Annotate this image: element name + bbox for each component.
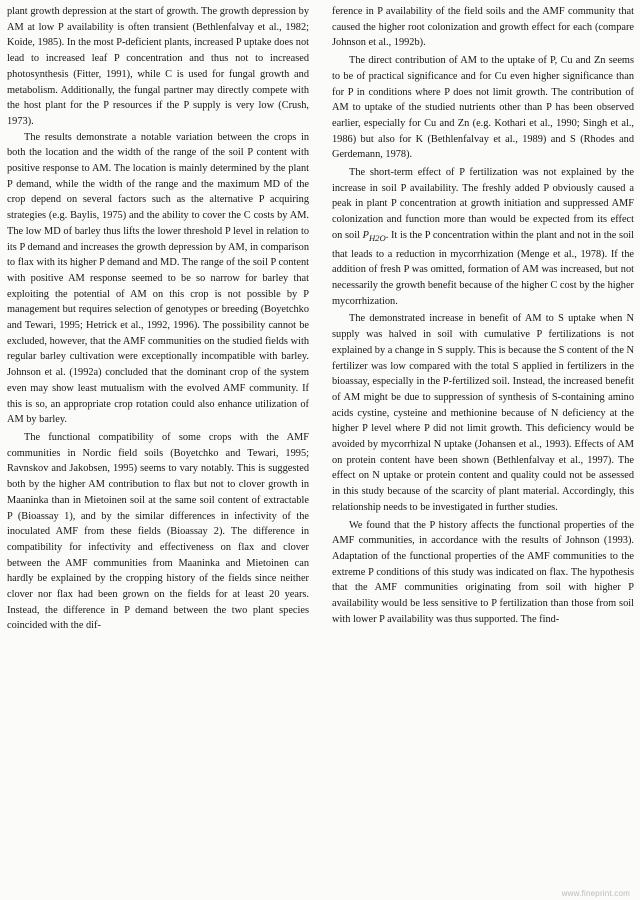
p3-text-before: The short-term effect of P fertilization was not explained by the increase in soil P availability. The freshly added P obviously caused a peak in plant P concentration at growth initiation and suppressed AMF colonization and function more than would be expected from its effect on soil [332, 167, 634, 241]
soil-p-subscript: H2O [368, 232, 386, 243]
paragraph-continuation: plant growth depression at the start of growth. The growth depression by AM at low P availability is often transient (Bethlenfalvay et al., 1982; Koide, 1985). In the most P-deficient plants, increased P uptake does not lead to increased leaf P concentration and thus not to increased photosynthesis (Fitter, 1991), while C is used for fungal growth and metabolism. Additionally, the fungal partner may directly compete with the host plant for the P resources if the P supply is very low (Crush, 1973). [7, 6, 309, 127]
paragraph-direct-contribution: The direct contribution of AM to the uptake of P, Cu and Zn seems to be of practical significance and for Cu even higher significance than for P in conditions where P does not limit growth. The contribution of AM to uptake of the studied nutrients other than P has been observed earlier, especially for Cu and Zn (e.g. Kothari et al., 1990; Singh et al., 1986) but also for K (Bethlenfalvay et al., 1989) and S (Rhodes and Gerdemann, 1978). [332, 55, 634, 161]
paragraph-s-uptake: The demonstrated increase in benefit of AM to S uptake when N supply was halved in soil with cumulative P fertilizations is not explained by a change in S supply. This is because the S content of the N fertilizer was low compared with the total S applied in fertilizers in the bioassay, especially in the P-fertilized soil. Instead, the increased benefit of AM might be due to suppression of synthesis of S-containing amino acids cystine, cysteine and methionine because of N deficiency at the higher P level where P did not limit growth. This deficiency would be avoided by mycorrhizal N uptake (Johansen et al., 1993). Effects of AM on protein content have been shown (Bethlenfalvay et al., 1997). The effect on N uptake or protein content and quality could not be assessed in this study because of the scarcity of plant material. Accordingly, this relationship needs to be investigated in further studies. [332, 313, 634, 513]
left-column [7, 4, 309, 900]
watermark: www.fineprint.com [561, 889, 630, 898]
right-column [332, 4, 634, 900]
paragraph-continuation-right: ference in P availability of the field soils and the AMF community that caused the higher root colonization and growth effect for each (compare Johnson et al., 1992b). [332, 6, 634, 49]
soil-p-symbol: $P_{H2O}$ [362, 229, 386, 243]
paragraph-p-history: We found that the P history affects the functional properties of the AMF communities, in accordance with the results of Johnson (1993). Adaptation of the functional properties of the AMF communities to the extreme P conditions of this study was indicated on flax. The hypothesis that the AMF communities originating from soil with higher P availability would be less sensitive to P fertilization than those from soil with lower P availability was thus supported. The find- [332, 519, 634, 625]
paragraph-functional-compatibility: The functional compatibility of some crops with the AMF communities in Nordic field soils (Boyetchko and Tewari, 1995; Ravnskov and Jakobsen, 1995) seems to vary notably. This is suggested both by the higher AM contribution to flax but not to clover growth in Maaninka than in Mietoinen soil at the same soil content of extractable P (Bioassay 1), and by the similar differences in infectivity of the inoculated AMF from these fields (Bioassay 2). The difference in compatibility for infectivity and effectiveness on flax and clover between the AMF communities from Maaninka and Mietoinen can hardly be explained by the cropping history of the fields since neither clover nor flax had been grown on the fields for at least 20 years. Instead, the difference in P demand between the two plant species coincided with the dif- [7, 431, 309, 632]
paragraph-short-term-effect [332, 165, 634, 309]
p3-text-after: . It is the P concentration within the plant and not in the soil that leads to a reduction in mycorrhization (Menge et al., 1978). If the addition of fresh P was omitted, formation of AM was increased, but not necessarily the growth benefit because of the higher C cost by the higher mycorrhization. [332, 229, 634, 307]
paragraph-results: The results demonstrate a notable variation between the crops in both the location and the width of the range of the soil P content with positive response to AM. The location is mainly determined by the plant P demand, while the width of the range and the maximum MD of the crop depend on several factors such as the alternative P acquiring strategies (e.g. Baylis, 1975) and the ability to cover the C costs by AM. The low MD of barley thus lifts the lower threshold P level in relation to its P demand and increases the growth depression by AM, in comparison to flax with its higher P demand and MD. The range of the soil P content with positive AM response seemed to be so narrow for barley that exploiting the potential of AM on this crop is not possible by P management but requires selection of genotypes or breeding (Boyetchko and Tewari, 1995; Hetrick et al., 1992, 1996). The possibility cannot be excluded, however, that the AMF communities on the studied fields with regular barley cultivation were exceptionally incompatible with barley. Johnson et al. (1992a) concluded that the dominant crop of the system even may show least mutualism with the evolved AMF community. If this is so, an appropriate crop rotation could also enhance utilization of AM by barley. [7, 131, 309, 426]
